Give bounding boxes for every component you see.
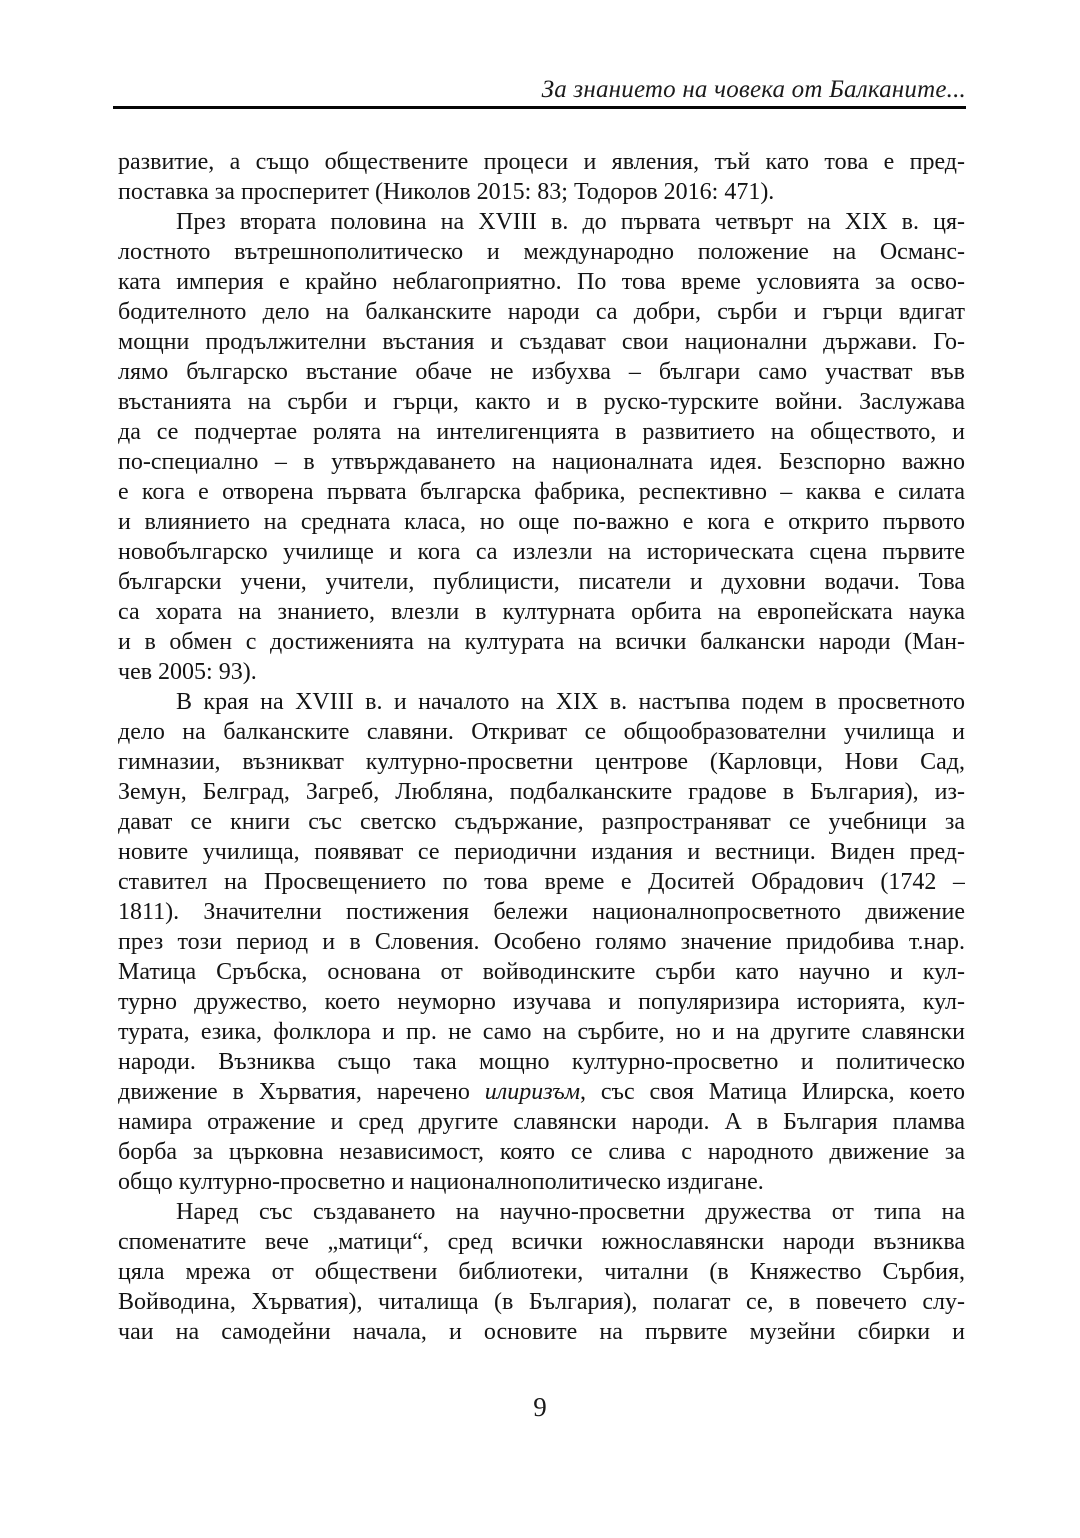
- text-segment: и влиянието на средната класа, но още по-важно е кога е открито първото: [118, 509, 965, 535]
- text-line: [118, 687, 965, 717]
- text-line: [118, 1047, 965, 1077]
- text-segment: по-специално – в утвърждаването на националната идея. Безспорно важно: [118, 449, 965, 475]
- text-line: [118, 147, 965, 177]
- header-rule: [113, 106, 966, 109]
- text-line: [118, 207, 965, 237]
- text-segment: дело на балканските славяни. Откриват се общообразователни училища и: [118, 719, 965, 745]
- text-line: [118, 1287, 965, 1317]
- text-line: [118, 777, 965, 807]
- text-segment: български учени, учители, публицисти, писатели и духовни водачи. Това: [118, 569, 965, 595]
- text-line: [118, 567, 965, 597]
- text-line: [118, 1257, 965, 1287]
- text-line: [118, 627, 965, 657]
- text-segment: новите училища, появяват се периодични издания и вестници. Виден пред-: [118, 839, 965, 865]
- text-segment: въстанията на сърби и гърци, както и в руско-турските войни. Заслужава: [118, 389, 965, 415]
- text-segment: лостното вътрешнополитическо и международно положение на Османс-: [118, 239, 965, 265]
- text-line: [118, 897, 965, 927]
- text-line: [118, 417, 965, 447]
- text-segment: новобългарско училище и кога са излезли на историческата сцена първите: [118, 539, 965, 565]
- paragraph: [118, 1197, 965, 1347]
- text-line: [118, 1077, 965, 1107]
- italic-term: илиризъм: [484, 1079, 581, 1105]
- page-body: [118, 147, 965, 1347]
- text-segment: бодителното дело на балканските народи са добри, сърби и гърци вдигат: [118, 299, 965, 325]
- text-line: [118, 717, 965, 747]
- text-segment: цяла мрежа от обществени библиотеки, читални (в Княжество Сърбия,: [118, 1259, 965, 1285]
- text-segment: народи. Възниква също така мощно културно-просветно и политическо: [118, 1049, 965, 1075]
- text-line: [118, 927, 965, 957]
- text-line: [118, 837, 965, 867]
- text-line: [118, 477, 965, 507]
- text-segment: лямо българско въстание обаче не избухва – българи само участват във: [118, 359, 965, 385]
- text-segment: общо културно-просветно и националнополитическо издигане.: [118, 1169, 764, 1195]
- text-segment: През втората половина на XVIII в. до първата четвърт на XIX в. ця-: [176, 209, 965, 235]
- text-line: [118, 867, 965, 897]
- text-segment: през този период и в Словения. Особено голямо значение придобива т.нар.: [118, 929, 965, 955]
- text-segment: споменатите вече „матици“, сред всички южнославянски народи възниква: [118, 1229, 965, 1255]
- text-segment: ставител на Просвещението по това време е Доситей Обрадович (1742 –: [118, 869, 965, 895]
- text-segment: 1811). Значителни постижения бележи националнопросветното движение: [118, 899, 965, 925]
- text-line: [118, 177, 965, 207]
- paragraph: [118, 207, 965, 687]
- text-segment: турно дружество, което неуморно изучава и популяризира историята, кул-: [118, 989, 965, 1015]
- text-line: [118, 537, 965, 567]
- text-line: [118, 327, 965, 357]
- text-line: [118, 1107, 965, 1137]
- text-line: [118, 237, 965, 267]
- page-number: 9: [533, 1392, 547, 1422]
- text-segment: Земун, Белград, Загреб, Любляна, подбалканските градове в България), из-: [118, 779, 965, 805]
- text-segment: движение в Хърватия, наречено: [118, 1079, 485, 1105]
- text-segment: гимназии, възникват културно-просветни центрове (Карловци, Нови Сад,: [118, 749, 965, 775]
- text-segment: мощни продължителни въстания и създават свои национални държави. Го-: [118, 329, 965, 355]
- text-segment: Матица Сръбска, основана от войводинските сърби като научно и кул-: [118, 959, 965, 985]
- text-line: [118, 657, 965, 687]
- text-line: [118, 357, 965, 387]
- text-line: [118, 1137, 965, 1167]
- text-line: [118, 447, 965, 477]
- text-segment: поставка за просперитет (Николов 2015: 83; Тодоров 2016: 471).: [118, 179, 775, 205]
- text-segment: намира отражение и сред другите славянски народи. А в България пламва: [118, 1109, 965, 1135]
- running-header: За знанието на човека от Балканите...: [541, 76, 966, 103]
- text-line: [118, 297, 965, 327]
- text-segment: борба за църковна независимост, която се слива с народното движение за: [118, 1139, 965, 1165]
- paragraph: [118, 687, 965, 1197]
- text-line: [118, 507, 965, 537]
- text-segment: Войводина, Хърватия), читалища (в България), полагат се, в повечето слу-: [118, 1289, 965, 1315]
- text-line: [118, 807, 965, 837]
- text-segment: развитие, а също обществените процеси и явления, тъй като това е пред-: [118, 149, 965, 175]
- text-line: [118, 267, 965, 297]
- paragraph: [118, 147, 965, 207]
- text-segment: Наред със създаването на научно-просветни дружества от типа на: [176, 1199, 965, 1225]
- text-segment: и в обмен с достиженията на културата на всички балкански народи (Ман-: [118, 629, 965, 655]
- text-segment: чаи на самодейни начала, и основите на първите музейни сбирки и: [118, 1319, 965, 1345]
- text-segment: ката империя е крайно неблагоприятно. По това време условията за осво-: [118, 269, 965, 295]
- text-segment: да се подчертае ролята на интелигенцията в развитието на обществото, и: [118, 419, 965, 445]
- text-line: [118, 1227, 965, 1257]
- text-line: [118, 987, 965, 1017]
- text-line: [118, 957, 965, 987]
- text-segment: , със своя Матица Илирска, което: [580, 1079, 965, 1105]
- text-line: [118, 387, 965, 417]
- text-line: [118, 1317, 965, 1347]
- text-line: [118, 1167, 965, 1197]
- text-segment: чев 2005: 93).: [118, 659, 257, 685]
- text-segment: В края на XVIII в. и началото на XIX в. настъпва подем в просветното: [176, 689, 965, 715]
- text-line: [118, 747, 965, 777]
- text-segment: са хората на знанието, влезли в културната орбита на европейската наука: [118, 599, 965, 625]
- text-segment: турата, езика, фолклора и пр. не само на сърбите, но и на другите славянски: [118, 1019, 965, 1045]
- text-segment: дават се книги със светско съдържание, разпространяват се учебници за: [118, 809, 965, 835]
- text-line: [118, 1017, 965, 1047]
- text-segment: е кога е отворена първата българска фабрика, респективно – каква е силата: [118, 479, 965, 505]
- text-line: [118, 597, 965, 627]
- text-line: [118, 1197, 965, 1227]
